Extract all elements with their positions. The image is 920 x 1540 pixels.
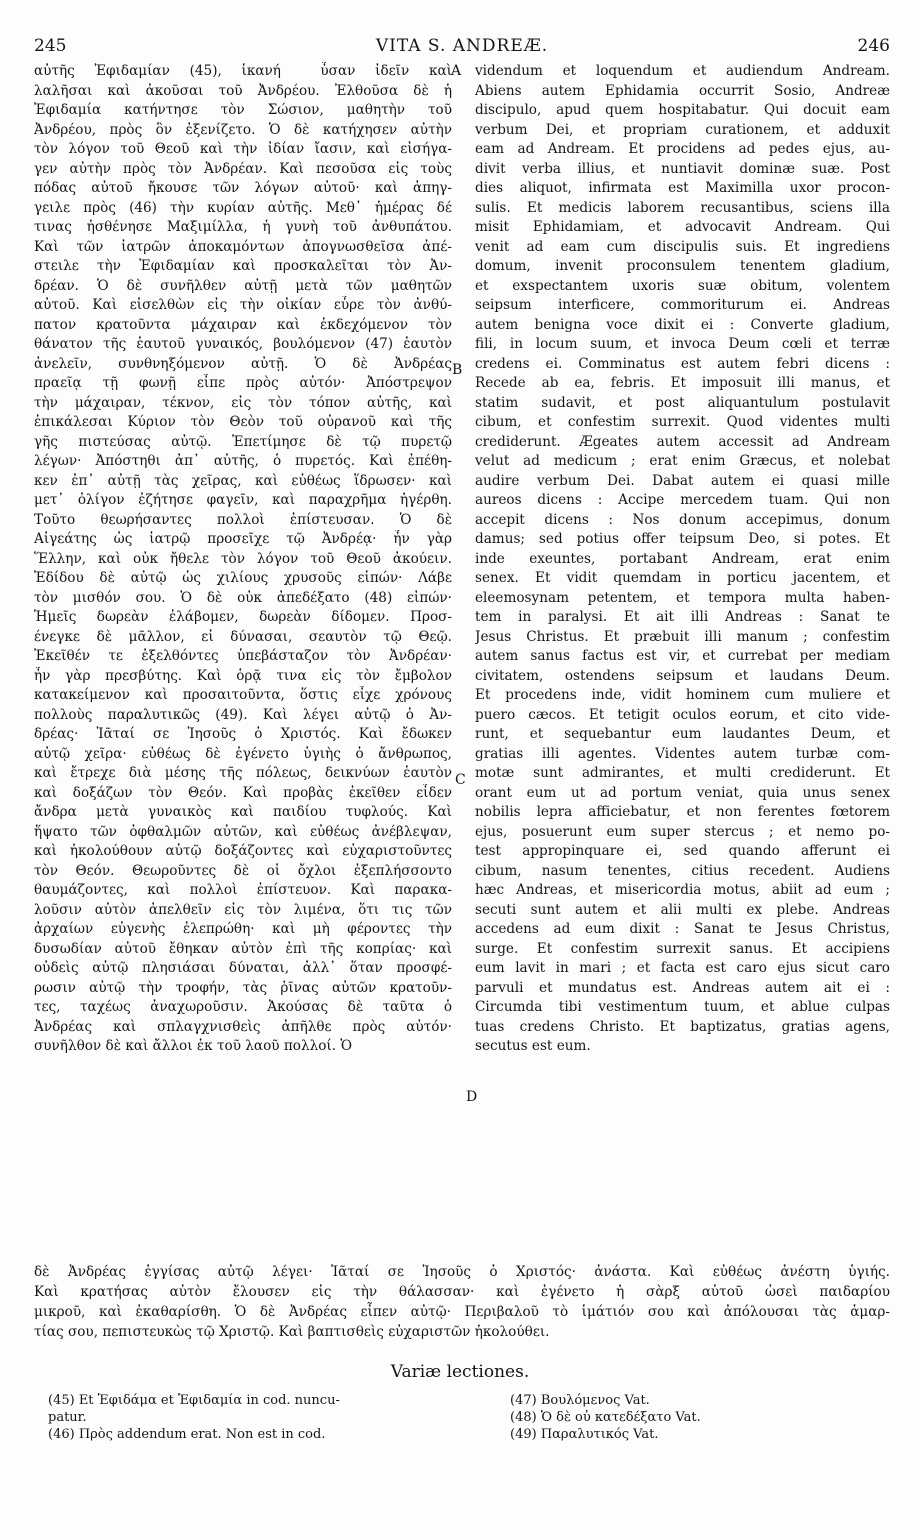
greek-text-line: τὴν μάχαιραν, τέκνον, εἰς τὸν τόπον αὐτῆς, καὶ (34, 394, 452, 411)
greek-text-line: δρέαν. Ὁ δὲ συνῆλθεν αὐτῇ μετὰ τῶν μαθητῶν (34, 277, 452, 294)
latin-text-line: puero cæcos. Et tetigit oculos eorum, et cito vide- (475, 706, 890, 723)
latin-text-line: Recede ab ea, febris. Et imposuit illi manus, et (475, 375, 890, 391)
full-width-text-line: Καὶ κρατήσας αὐτὸν ἔλουσεν εἰς τὴν θάλασσαν· καὶ ἐγένετο ἡ σὰρξ αὐτοῦ ὡσεὶ παιδαρίου (34, 1284, 890, 1300)
left-page-number: 245 (34, 36, 67, 56)
latin-text-line: et exspectantem uxoris suæ obitum, volentem (475, 277, 890, 294)
greek-text-line: αὐτῷ χεῖρα· εὐθέως δὲ ἐγένετο ὑγιὴς ὁ ἄνθρωπος, (34, 745, 452, 762)
latin-text-line: senex. Et vidit quemdam in porticu jacentem, et (475, 570, 890, 586)
greek-text-line: ἥψατο τῶν ὀφθαλμῶν αὐτῶν, καὶ εὐθέως ἀνέβλεψαν, (34, 823, 452, 840)
variae-notes-right (510, 1392, 870, 1443)
latin-text-line: secutus est eum. (475, 1038, 591, 1054)
greek-text-line: πατον κρατοῦντα μάχαιραν καὶ ἐκδεχόμενον τὸν (34, 316, 452, 333)
greek-text-line: Ἐφιδαμία κατήντησε τὸν Σώσιον, μαθητὴν τοῦ (34, 102, 452, 118)
latin-text-line: Jesus Christus. Et præbuit illi manum ; confestim (475, 628, 890, 645)
section-marker-b: B (452, 362, 463, 378)
running-header (34, 30, 890, 58)
greek-text-line: στειλε τὴν Ἐφιδαμίαν καὶ προσκαλεῖται τὸν Ἀν- (34, 258, 452, 274)
greek-text-line: οὐδεὶς αὐτῷ πλησιάσαι δύναται, ἀλλ᾽ ὅταν προσφέ- (34, 960, 452, 976)
latin-text-line: audire verbum Dei. Dabat autem ei quasi mille (475, 472, 890, 489)
latin-text-line: seipsum interficere, commoriturum ei. Andreas (475, 297, 890, 313)
greek-text-line: Αἰγεάτης ὡς ἰατρῷ προσεῖχε τῷ Ἀνδρέᾳ· ἦν γὰρ (34, 531, 452, 547)
greek-text-line: γεν αὐτὴν πρὸς τὸν Ἀνδρέαν. Καὶ πεσοῦσα εἰς τοὺς (34, 160, 452, 177)
latin-text-line: parvuli et mundatus est. Andreas autem ait ei : (475, 979, 890, 996)
greek-text-line: Τοῦτο θεωρήσαντες πολλοὶ ἐπίστευσαν. Ὁ δὲ (34, 511, 452, 528)
latin-text-line: inde exeuntes, portabant Andream, erat enim (475, 550, 890, 567)
greek-text-line: μετ᾽ ὀλίγον ἐζήτησε φαγεῖν, καὶ παραχρῆμα ἠγέρθη. (34, 492, 452, 508)
latin-text-line: runt, et sequebantur eum laudantes Deum, et (475, 726, 890, 742)
greek-text-line: κεν ἐπ᾽ αὐτῇ τὰς χεῖρας, καὶ εὐθέως ἵδρωσεν· καὶ (34, 472, 452, 489)
latin-text-line: misit Ephidamiam, et advocavit Andream. Qui (475, 219, 890, 235)
greek-text-line: δρέας· Ἰᾶταί σε Ἰησοῦς ὁ Χριστός. Καὶ ἔδωκεν (34, 726, 452, 742)
variae-notes-left (48, 1392, 432, 1443)
variant-note: patur. (48, 1410, 87, 1425)
latin-text-line: venit ad eam cum discipulis suis. Et ingrediens (475, 238, 890, 255)
latin-text-line: secuti sunt autem et alii multi ex plebe. Andreas (475, 901, 890, 918)
latin-text-line: civitatem, ostendens seipsum et laudans Deum. (475, 667, 890, 684)
latin-text-line: motæ sunt admirantes, et multi crediderunt. Et (475, 765, 890, 781)
greek-text-line: πραεῖᾳ τῇ φωνῇ εἶπε πρὸς αὐτόν· Ἀπόστρεψον (34, 375, 452, 391)
latin-text-line: damus; sed potius offer teipsum Deo, si potes. Et (475, 531, 890, 547)
latin-text-line: accedens ad eum dixit : Sanat te Jesus Christus, (475, 921, 890, 937)
latin-text-line: fili, in locum suum, et invoca Deum cœli et terræ (475, 336, 890, 352)
greek-text-line: πολλοὺς παραλυτικῶς (49). Καὶ λέγει αὐτῷ ὁ Ἀν- (34, 706, 452, 723)
two-column-text (34, 62, 890, 1298)
greek-column (34, 62, 452, 1057)
latin-column (475, 62, 890, 1057)
greek-text-line: Καὶ τῶν ἰατρῶν ἀποκαμόντων ἀπογνωσθεῖσα ἀπέ- (34, 238, 452, 255)
greek-text-line: ἄνδρα μετὰ γυναικὸς καὶ παιδίου τυφλούς. Καὶ (34, 804, 452, 820)
latin-text-line: surge. Et confestim surrexit sanus. Et accipiens (475, 940, 890, 957)
variae-lectiones-heading: Variæ lectiones. (390, 1362, 530, 1382)
latin-text-line: aureos dicens : Accipe mercedem tuam. Qui non (475, 492, 890, 508)
latin-text-line: statim sudavit, et post aliquantulum postulavit (475, 394, 890, 411)
latin-text-line: velut ad medicum ; erat enim Græcus, et nolebat (475, 453, 890, 469)
variant-note: (45) Et Ἐφιδάμα et Ἐφιδαμία in cod. nuncu- (48, 1393, 340, 1408)
greek-text-line: πόδας αὐτοῦ ἤκουσε τῶν λόγων αὐτοῦ· καὶ ἀπηγ- (34, 180, 452, 196)
greek-text-line: ένεγκε δὲ μᾶλλον, εἰ δύνασαι, σεαυτὸν τῷ Θεῷ. (34, 628, 452, 645)
greek-text-line: Ἕλλην, καὶ οὐκ ἤθελε τὸν λόγον τοῦ Θεοῦ ἀκούειν. (34, 550, 452, 567)
greek-text-line: θάνατον τῆς ἑαυτοῦ γυναικός, βουλόμενον (47) ἑαυτὸν (34, 336, 452, 352)
latin-text-line: autem benigna voce dixit ei : Converte gladium, (475, 316, 890, 333)
greek-text-line: δυσωδίαν αὐτοῦ ἔθηκαν αὐτὸν ἐπὶ τῆς κοπρίας· καὶ (34, 940, 452, 957)
latin-text-line: videndum et loquendum et audiendum Andream. (475, 63, 890, 79)
running-title: VITA S. ANDREÆ. (375, 36, 549, 56)
variant-note: (48) Ὁ δὲ οὐ κατεδέξατο Vat. (510, 1410, 701, 1425)
greek-text-line: λοῦσιν αὐτὸν ἀπελθεῖν εἰς τὸν λιμένα, ὅτι τις τῶν (34, 901, 452, 918)
greek-text-line: τινας ἠσθένησε Μαξιμίλλα, ἡ γυνὴ τοῦ ἀνθυπάτου. (34, 219, 452, 235)
latin-text-line: cibum, et confestim surrexit. Quod videntes multi (475, 414, 890, 430)
greek-text-line: λέγων· Ἀπόστηθι ἀπ᾽ αὐτῆς, ὁ πυρετός. Καὶ ἐπέθη- (34, 453, 452, 469)
section-marker-d: D (466, 1089, 478, 1105)
greek-text-line: καὶ δοξάζων τὸν Θεόν. Καὶ προβὰς ἐκεῖθεν εἶδεν (34, 784, 452, 801)
latin-text-line: hæc Andreas, et misericordia motus, abiit ad eum ; (475, 882, 890, 898)
section-marker-c: C (455, 772, 466, 788)
latin-text-line: crediderunt. Ægeates autem accessit ad Andream (475, 433, 890, 450)
latin-text-line: dies aliquot, infirmata est Maximilla uxor procon- (475, 180, 890, 196)
latin-text-line: gratias illi agentes. Videntes autem turbæ com- (475, 745, 890, 762)
greek-text-line: λαλῆσαι καὶ ἀκοῦσαι τοῦ Ἀνδρέου. Ἐλθοῦσα δὲ ἡ (34, 82, 452, 99)
latin-text-line: discipulo, apud quem hospitabatur. Qui docuit eam (475, 102, 890, 118)
greek-text-line: αὐτῆς Ἐφιδαμίαν (45), ἱκανή ὖσαν ἰδεῖν καὶ (34, 63, 452, 79)
greek-text-line: τὸν Θεόν. Θεωροῦντες δὲ οἱ ὄχλοι ἐξεπλήσσοντο (34, 862, 452, 879)
variant-note: (47) Βουλόμενος Vat. (510, 1393, 650, 1408)
latin-text-line: Circumda tibi vestimentum tuum, et ablue culpas (475, 999, 890, 1015)
latin-text-line: domum, invenit proconsulem tenentem gladium, (475, 258, 890, 274)
latin-text-line: eleemosynam petentem, et tempora multa haben- (475, 589, 890, 606)
greek-text-line: καὶ ἠκολούθουν αὐτῷ δοξάζοντες καὶ εὐχαριστοῦντες (34, 843, 452, 859)
greek-text-line: συνῆλθον δὲ καὶ ἄλλοι ἐκ τοῦ λαοῦ πολλοί. Ὁ (34, 1038, 353, 1054)
variant-note: (49) Παραλυτικός Vat. (510, 1427, 659, 1442)
greek-text-line: γῆς πιστεύσας αὐτῷ. Ἐπετίμησε δὲ τῷ πυρετῷ (34, 433, 452, 450)
greek-text-line: ἀρχαίων εὐγενὴς ἐλεπρώθη· καὶ μὴ φέροντες τὴν (34, 921, 452, 937)
full-width-text-line: μικροῦ, καὶ ἐκαθαρίσθη. Ὁ δὲ Ἀνδρέας εἶπεν αὐτῷ· Περιβαλοῦ τὸ ἱμάτιόν σου καὶ ἀπόλουσαι τὰς ἁμαρ- (34, 1304, 890, 1320)
latin-text-line: verbum Dei, et propriam curationem, et adduxit (475, 121, 890, 138)
latin-text-line: cibum, nasum tenentes, citius recedent. Audiens (475, 862, 890, 879)
latin-text-line: nobilis lepra afficiebatur, et non ferentes fœtorem (475, 804, 890, 820)
latin-text-line: accepit dicens : Nos donum accepimus, donum (475, 511, 890, 528)
latin-text-line: divit verba illius, et nuntiavit dominæ suæ. Post (475, 160, 890, 177)
variant-note: (46) Πρὸς addendum erat. Non est in cod. (48, 1427, 326, 1442)
greek-text-line: ἐπικάλεσαι Κύριον τὸν Θεὸν τοῦ οὐρανοῦ καὶ τῆς (34, 414, 452, 430)
latin-text-line: ejus, posuerunt eum super stercus ; et nemo po- (475, 823, 890, 840)
greek-text-line: ρωσιν αὐτῷ τὴν τροφήν, τὰς ῥῖνας αὐτῶν κρατοῦν- (34, 979, 452, 996)
greek-text-line: καὶ ἔτρεχε διὰ μέσης τῆς πόλεως, δεικνύων ἑαυτὸν (34, 765, 452, 781)
greek-text-line: Ἡμεῖς δωρεὰν ἐλάβομεν, δωρεὰν δίδομεν. Προσ- (34, 609, 452, 625)
greek-text-line: τὸν μισθόν σου. Ὁ δὲ οὐκ ἀπεδέξατο (48) εἰπών· (34, 589, 452, 606)
greek-text-line: Ἀνδρέας καὶ σπλαγχνισθεὶς ἀπῆλθε πρὸς αὐτόν· (34, 1018, 452, 1035)
right-page-number: 246 (857, 36, 890, 56)
greek-text-line: τες, ταχέως ἀναχωροῦσιν. Ἀκούσας δὲ ταῦτα ὁ (34, 999, 452, 1015)
greek-text-line: Ἐκεῖθέν τε ἐξελθόντες ὑπεβάσταζον τὸν Ἀνδρέαν· (34, 648, 452, 664)
latin-text-line: sulis. Et medicis laborem recusantibus, sciens illa (475, 199, 890, 216)
full-width-continuation (34, 1262, 890, 1342)
latin-text-line: tuas credens Christo. Et baptizatus, gratias agens, (475, 1018, 890, 1035)
latin-text-line: tem in paralysi. Et ait illi Andreas : Sanat te (475, 609, 890, 625)
latin-text-line: autem sanus factus est vir, et currebat per mediam (475, 648, 890, 664)
greek-text-line: κατακείμενον καὶ προσαιτοῦντα, ὅστις εἶχε χρόνους (34, 687, 452, 703)
greek-text-line: Ἐδίδου δὲ αὐτῷ ὡς χιλίους χρυσοῦς εἰπών· Λάβε (34, 570, 452, 586)
latin-text-line: Et procedens inde, vidit hominem cum muliere et (475, 687, 890, 703)
latin-text-line: eum lavit in mari ; et facta est caro ejus sicut caro (475, 960, 890, 976)
latin-text-line: Abiens autem Ephidamia occurrit Sosio, Andreæ (475, 82, 890, 99)
section-marker-a: A (451, 63, 462, 79)
greek-text-line: ἀνελεῖν, συνθνηξόμενον αὐτῇ. Ὁ δὲ Ἀνδρέας (34, 355, 452, 372)
greek-text-line: αὐτοῦ. Καὶ εἰσελθὼν εἰς τὴν οἰκίαν εὗρε τὸν ἀνθύ- (34, 297, 452, 313)
latin-text-line: test appropinquare ei, sed quando afferunt ei (475, 843, 890, 859)
greek-text-line: τὸν λόγον τοῦ Θεοῦ καὶ τὴν ἰδίαν ἴασιν, καὶ εἰσήγα- (34, 141, 452, 157)
latin-text-line: credens ei. Comminatus est autem febri dicens : (475, 355, 890, 372)
full-width-text-line: δὲ Ἀνδρέας ἐγγίσας αὐτῷ λέγει· Ἰᾶταί σε Ἰησοῦς ὁ Χριστός· ἀνάστα. Καὶ εὐθέως ἀνέστη ὑγιής. (34, 1264, 890, 1280)
latin-text-line: eam ad Andream. Et procidens ad pedes ejus, au- (475, 141, 890, 157)
latin-text-line: orant eum ut ad portum veniat, quia unus senex (475, 784, 890, 801)
greek-text-line: Ἀνδρέου, πρὸς ὃν ἐξενίζετο. Ὁ δὲ κατήχησεν αὐτὴν (34, 121, 452, 138)
greek-text-line: ἦν γὰρ πρεσβύτης. Καὶ ὁρᾷ τινα εἰς τὸν ἔμβολον (34, 667, 452, 684)
greek-text-line: γειλε πρὸς (46) τὴν κυρίαν αὐτῆς. Μεθ᾽ ἡμέρας δέ (34, 199, 452, 216)
greek-text-line: θαυμάζοντες, καὶ πολλοὶ ἐπίστευον. Καὶ παρακα- (34, 882, 452, 898)
full-width-text-line: τίας σου, πεπιστευκὼς τῷ Χριστῷ. Καὶ βαπτισθεὶς εὐχαριστῶν ἠκολούθει. (34, 1324, 550, 1340)
